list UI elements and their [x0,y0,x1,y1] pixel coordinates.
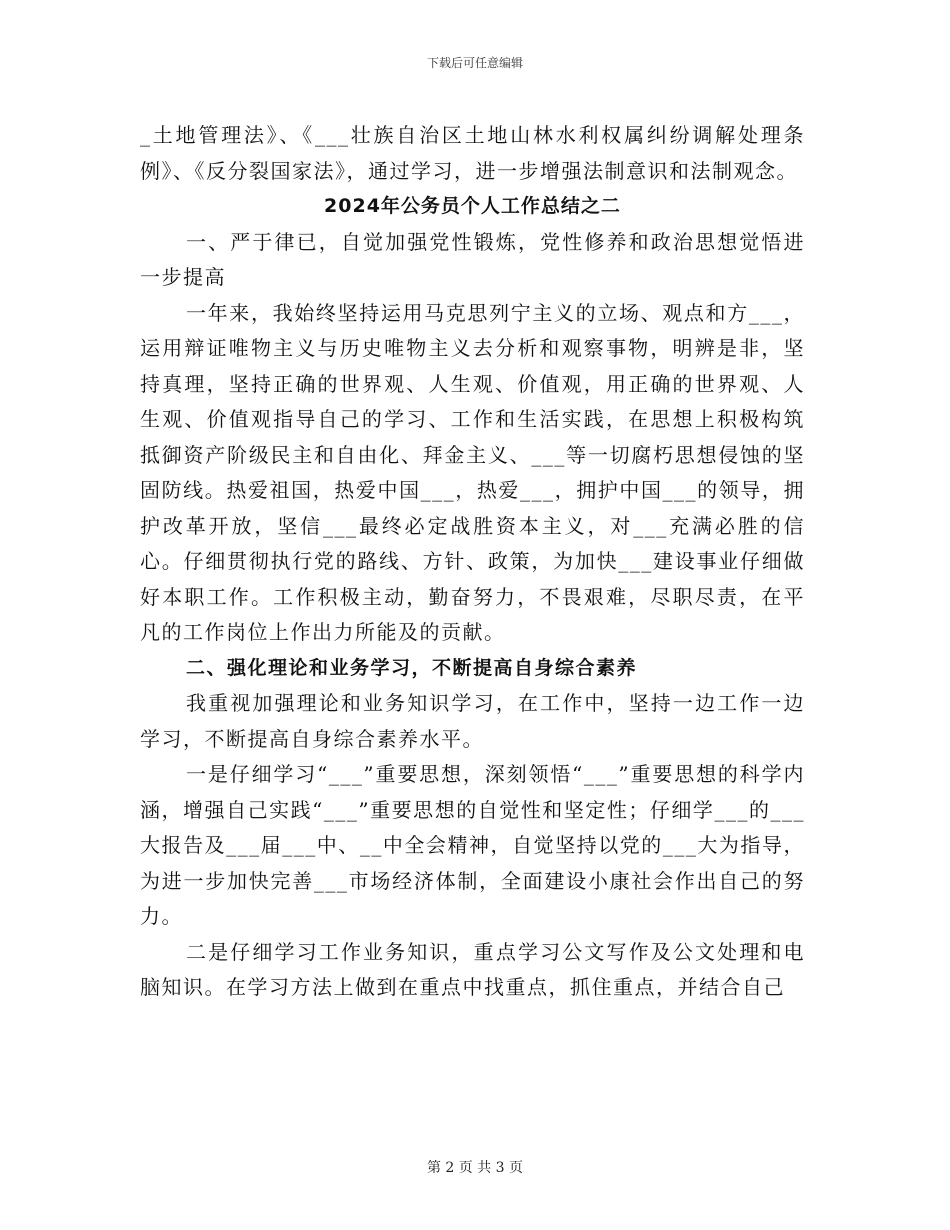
section2-point1-paragraph: 一是仔细学习“___”重要思想，深刻领悟“___”重要思想的科学内涵，增强自己实践“___”重要思想的自觉性和坚定性；仔细学___的___大报告及___届___中、__中全会精神，自觉坚持以党的___大为指导，为进一步加快完善___市场经济体制，全面建设小康社会作出自己的努力。 [140,762,805,928]
document-body [140,118,805,1006]
continuation-paragraph: _土地管理法》、《___壮族自治区土地山林水利权属纠纷调解处理条例》、《反分裂国家法》，通过学习，进一步增强法制意识和法制观念。 [140,123,805,183]
section2-intro-paragraph: 我重视加强理论和业务知识学习，在工作中，坚持一边工作一边学习，不断提高自身综合素养水平。 [140,691,805,751]
section1-heading: 一、严于律已，自觉加强党性锻炼，党性修养和政治思想觉悟进一步提高 [140,229,805,289]
document-title: 2024年公务员个人工作总结之二 [324,195,621,217]
section2-point2-paragraph: 二是仔细学习工作业务知识，重点学习公文写作及公文处理和电脑知识。在学习方法上做到在重点中找重点，抓住重点，并结合自己 [140,939,805,999]
page-number: 第 2 页 共 3 页 [426,1160,524,1176]
header-note: 下载后可任意编辑 [426,56,523,70]
section1-body-paragraph: 一年来，我始终坚持运用马克思列宁主义的立场、观点和方___，运用辩证唯物主义与历史唯物主义去分析和观察事物，明辨是非，坚持真理，坚持正确的世界观、人生观、价值观，用正确的世界观、人生观、价值观指导自己的学习、工作和生活实践，在思想上积极构筑抵御资产阶级民主和自由化、拜金主义、___等一切腐朽思想侵蚀的坚固防线。热爱祖国，热爱中国___，热爱___，拥护中国___的领导，拥护改革开放，坚信___最终必定战胜资本主义，对___充满必胜的信心。仔细贯彻执行党的路线、方针、政策，为加快___建设事业仔细做好本职工作。工作积极主动，勤奋努力，不畏艰难，尽职尽责，在平凡的工作岗位上作出力所能及的贡献。 [140,300,805,644]
section2-heading: 二、强化理论和业务学习，不断提高自身综合素养 [186,656,638,679]
